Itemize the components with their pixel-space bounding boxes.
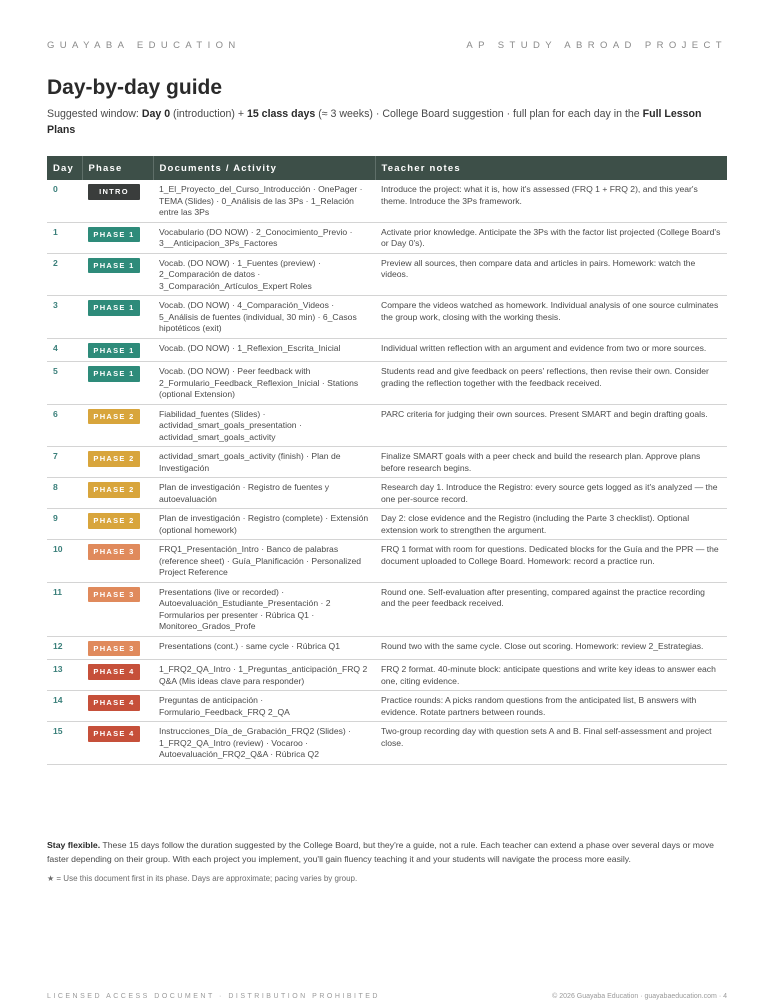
phase-cell xyxy=(82,582,153,636)
phase-badge: PHASE 1 xyxy=(88,343,140,359)
day-number: 15 xyxy=(47,722,82,765)
phase-cell xyxy=(82,180,153,222)
day-number: 7 xyxy=(47,447,82,478)
subtitle-plans: Full Lesson Plans xyxy=(47,108,702,136)
day-number: 10 xyxy=(47,540,82,583)
phase-cell xyxy=(82,660,153,691)
footnote: ★ = Use this document first in its phase. Days are approximate; pacing varies by group. xyxy=(47,874,358,883)
column-header-day: Day xyxy=(47,156,82,180)
phase-badge: PHASE 4 xyxy=(88,664,140,680)
phase-badge: PHASE 2 xyxy=(88,513,140,529)
page-subtitle xyxy=(47,107,727,138)
phase-badge: PHASE 1 xyxy=(88,258,140,274)
phase-badge: PHASE 2 xyxy=(88,409,140,425)
teacher-notes: Activate prior knowledge. Anticipate the 3Ps with the factor list projected (College Board's or Day 0's). xyxy=(375,222,727,253)
phase-badge: PHASE 2 xyxy=(88,451,140,467)
teacher-notes: Research day 1. Introduce the Registro: every source gets logged as it's analyzed — the one per-source record. xyxy=(375,478,727,509)
table-row xyxy=(47,404,727,447)
phase-badge: PHASE 3 xyxy=(88,641,140,657)
table-row xyxy=(47,636,727,660)
license-notice: LICENSED ACCESS DOCUMENT · DISTRIBUTION PROHIBITED xyxy=(47,993,380,1000)
phase-cell xyxy=(82,478,153,509)
day-number: 6 xyxy=(47,404,82,447)
day-number: 0 xyxy=(47,180,82,222)
phase-cell xyxy=(82,338,153,362)
phase-cell xyxy=(82,509,153,540)
table-row xyxy=(47,296,727,339)
teacher-notes: Individual written reflection with an argument and evidence from two or more sources. xyxy=(375,338,727,362)
phase-cell xyxy=(82,691,153,722)
teacher-notes: PARC criteria for judging their own sources. Present SMART and begin drafting goals. xyxy=(375,404,727,447)
page-header xyxy=(47,40,727,54)
table-row xyxy=(47,540,727,583)
documents-activity: Vocabulario (DO NOW) · 2_Conocimiento_Previo · 3__Anticipacion_3Ps_Factores xyxy=(153,222,375,253)
teacher-notes: Students read and give feedback on peers' reflections, then revise their own. Consider grading the reflection together with the feedback received. xyxy=(375,362,727,405)
documents-activity: Plan de investigación · Registro (complete) · Extensión (optional homework) xyxy=(153,509,375,540)
day-guide-table xyxy=(47,156,727,765)
documents-activity: FRQ1_Presentación_Intro · Banco de palabras (reference sheet) · Guía_Planificación · Personalized Project Reference xyxy=(153,540,375,583)
day-number: 13 xyxy=(47,660,82,691)
teacher-notes: Round one. Self-evaluation after presenting, compared against the practice recording and the peer feedback received. xyxy=(375,582,727,636)
teacher-notes: FRQ 1 format with room for questions. Dedicated blocks for the Guía and the PPR — the document uploaded to College Board. Homework: record a practice run. xyxy=(375,540,727,583)
documents-activity: Presentations (cont.) · same cycle · Rúbrica Q1 xyxy=(153,636,375,660)
documents-activity: Presentations (live or recorded) · Autoevaluación_Estudiante_Presentación · 2 Formularios per presenter · Rúbrica Q1 · Monitoreo_Grados_Profe xyxy=(153,582,375,636)
teacher-notes: Practice rounds: A picks random questions from the anticipated list, B answers with evidence. Rotate partners between rounds. xyxy=(375,691,727,722)
column-header-notes: Teacher notes xyxy=(375,156,727,180)
documents-activity: Vocab. (DO NOW) · 1_Reflexion_Escrita_Inicial xyxy=(153,338,375,362)
column-header-phase: Phase xyxy=(82,156,153,180)
documents-activity: actividad_smart_goals_activity (finish) · Plan de Investigación xyxy=(153,447,375,478)
closing-note-text: These 15 days follow the duration suggested by the College Board, but they're a guide, not a rule. Each teacher can extend a phase over several days or move faster depending on their group. With each project you implement, you'll gain fluency teaching it and your students will navigate the process more easily. xyxy=(47,840,714,864)
table-row xyxy=(47,447,727,478)
phase-badge: PHASE 1 xyxy=(88,366,140,382)
brand-name: GUAYABA EDUCATION xyxy=(47,40,241,51)
documents-activity: Fiabilidad_fuentes (Slides) · actividad_smart_goals_presentation · actividad_smart_goals_activity xyxy=(153,404,375,447)
table-row xyxy=(47,362,727,405)
phase-badge: PHASE 4 xyxy=(88,695,140,711)
table-row xyxy=(47,660,727,691)
closing-note-lead: Stay flexible. xyxy=(47,840,101,850)
teacher-notes: Day 2: close evidence and the Registro (including the Parte 3 checklist). Optional extension work to strengthen the argument. xyxy=(375,509,727,540)
documents-activity: Vocab. (DO NOW) · 1_Fuentes (preview) · 2_Comparación de datos · 3_Comparación_Artículos_Expert Roles xyxy=(153,253,375,296)
phase-badge: PHASE 4 xyxy=(88,726,140,742)
phase-badge: INTRO xyxy=(88,184,140,200)
phase-badge: PHASE 1 xyxy=(88,227,140,243)
page-footer xyxy=(47,993,727,1003)
day-number: 8 xyxy=(47,478,82,509)
phase-cell xyxy=(82,540,153,583)
day-number: 12 xyxy=(47,636,82,660)
documents-activity: Vocab. (DO NOW) · Peer feedback with 2_Formulario_Feedback_Reflexion_Inicial · Stations (optional Extension) xyxy=(153,362,375,405)
closing-note xyxy=(47,839,727,866)
table-row xyxy=(47,180,727,222)
phase-badge: PHASE 3 xyxy=(88,587,140,603)
table-row xyxy=(47,582,727,636)
teacher-notes: Compare the videos watched as homework. Individual analysis of one source culminates the group work, closing with the working thesis. xyxy=(375,296,727,339)
documents-activity: Preguntas de anticipación · Formulario_Feedback_FRQ 2_QA xyxy=(153,691,375,722)
teacher-notes: Round two with the same cycle. Close out scoring. Homework: review 2_Estrategias. xyxy=(375,636,727,660)
table-row xyxy=(47,691,727,722)
teacher-notes: Two-group recording day with question sets A and B. Final self-assessment and project close. xyxy=(375,722,727,765)
teacher-notes: Introduce the project: what it is, how it's assessed (FRQ 1 + FRQ 2), and this year's theme. Introduce the 3Ps framework. xyxy=(375,180,727,222)
phase-badge: PHASE 3 xyxy=(88,544,140,560)
documents-activity: 1_FRQ2_QA_Intro · 1_Preguntas_anticipación_FRQ 2 Q&A (Mis ideas clave para responder) xyxy=(153,660,375,691)
copyright-page-number: © 2026 Guayaba Education · guayabaeducation.com · 4 xyxy=(552,993,727,1000)
project-name: AP STUDY ABROAD PROJECT xyxy=(466,40,727,51)
table-row xyxy=(47,222,727,253)
day-number: 3 xyxy=(47,296,82,339)
table-row xyxy=(47,478,727,509)
phase-cell xyxy=(82,447,153,478)
teacher-notes: FRQ 2 format. 40-minute block: anticipate questions and write key ideas to answer each one, citing evidence. xyxy=(375,660,727,691)
phase-cell xyxy=(82,404,153,447)
subtitle-mid2: (≈ 3 weeks) · College Board suggestion · full plan for each day in the xyxy=(315,108,643,120)
subtitle-mid1: (introduction) + xyxy=(170,108,247,120)
table-row xyxy=(47,338,727,362)
subtitle-lead: Suggested window: xyxy=(47,108,142,120)
phase-badge: PHASE 1 xyxy=(88,300,140,316)
day-number: 4 xyxy=(47,338,82,362)
documents-activity: Vocab. (DO NOW) · 4_Comparación_Videos · 5_Análisis de fuentes (individual, 30 min) · 6_Casos hipotéticos (exit) xyxy=(153,296,375,339)
phase-cell xyxy=(82,362,153,405)
table-header-row xyxy=(47,156,727,180)
phase-cell xyxy=(82,636,153,660)
day-number: 9 xyxy=(47,509,82,540)
day-number: 1 xyxy=(47,222,82,253)
day-number: 11 xyxy=(47,582,82,636)
teacher-notes: Finalize SMART goals with a peer check and build the research plan. Approve plans before research begins. xyxy=(375,447,727,478)
table-row xyxy=(47,253,727,296)
phase-cell xyxy=(82,253,153,296)
phase-cell xyxy=(82,222,153,253)
documents-activity: 1_El_Proyecto_del_Curso_Introducción · OnePager · TEMA (Slides) · 0_Análisis de las 3Ps · 1_Relación entre las 3Ps xyxy=(153,180,375,222)
phase-badge: PHASE 2 xyxy=(88,482,140,498)
subtitle-day0: Day 0 xyxy=(141,108,171,120)
day-number: 2 xyxy=(47,253,82,296)
documents-activity: Instrucciones_Día_de_Grabación_FRQ2 (Slides) · 1_FRQ2_QA_Intro (review) · Vocaroo · Autoevaluación_FRQ2_Q&A · Rúbrica Q2 xyxy=(153,722,375,765)
day-number: 14 xyxy=(47,691,82,722)
teacher-notes: Preview all sources, then compare data and articles in pairs. Homework: watch the videos. xyxy=(375,253,727,296)
table-row xyxy=(47,509,727,540)
phase-cell xyxy=(82,296,153,339)
phase-cell xyxy=(82,722,153,765)
day-number: 5 xyxy=(47,362,82,405)
table-row xyxy=(47,722,727,765)
column-header-documents: Documents / Activity xyxy=(153,156,375,180)
subtitle-days: 15 class days xyxy=(246,108,316,120)
page-title: Day-by-day guide xyxy=(47,76,223,99)
documents-activity: Plan de investigación · Registro de fuentes y autoevaluación xyxy=(153,478,375,509)
